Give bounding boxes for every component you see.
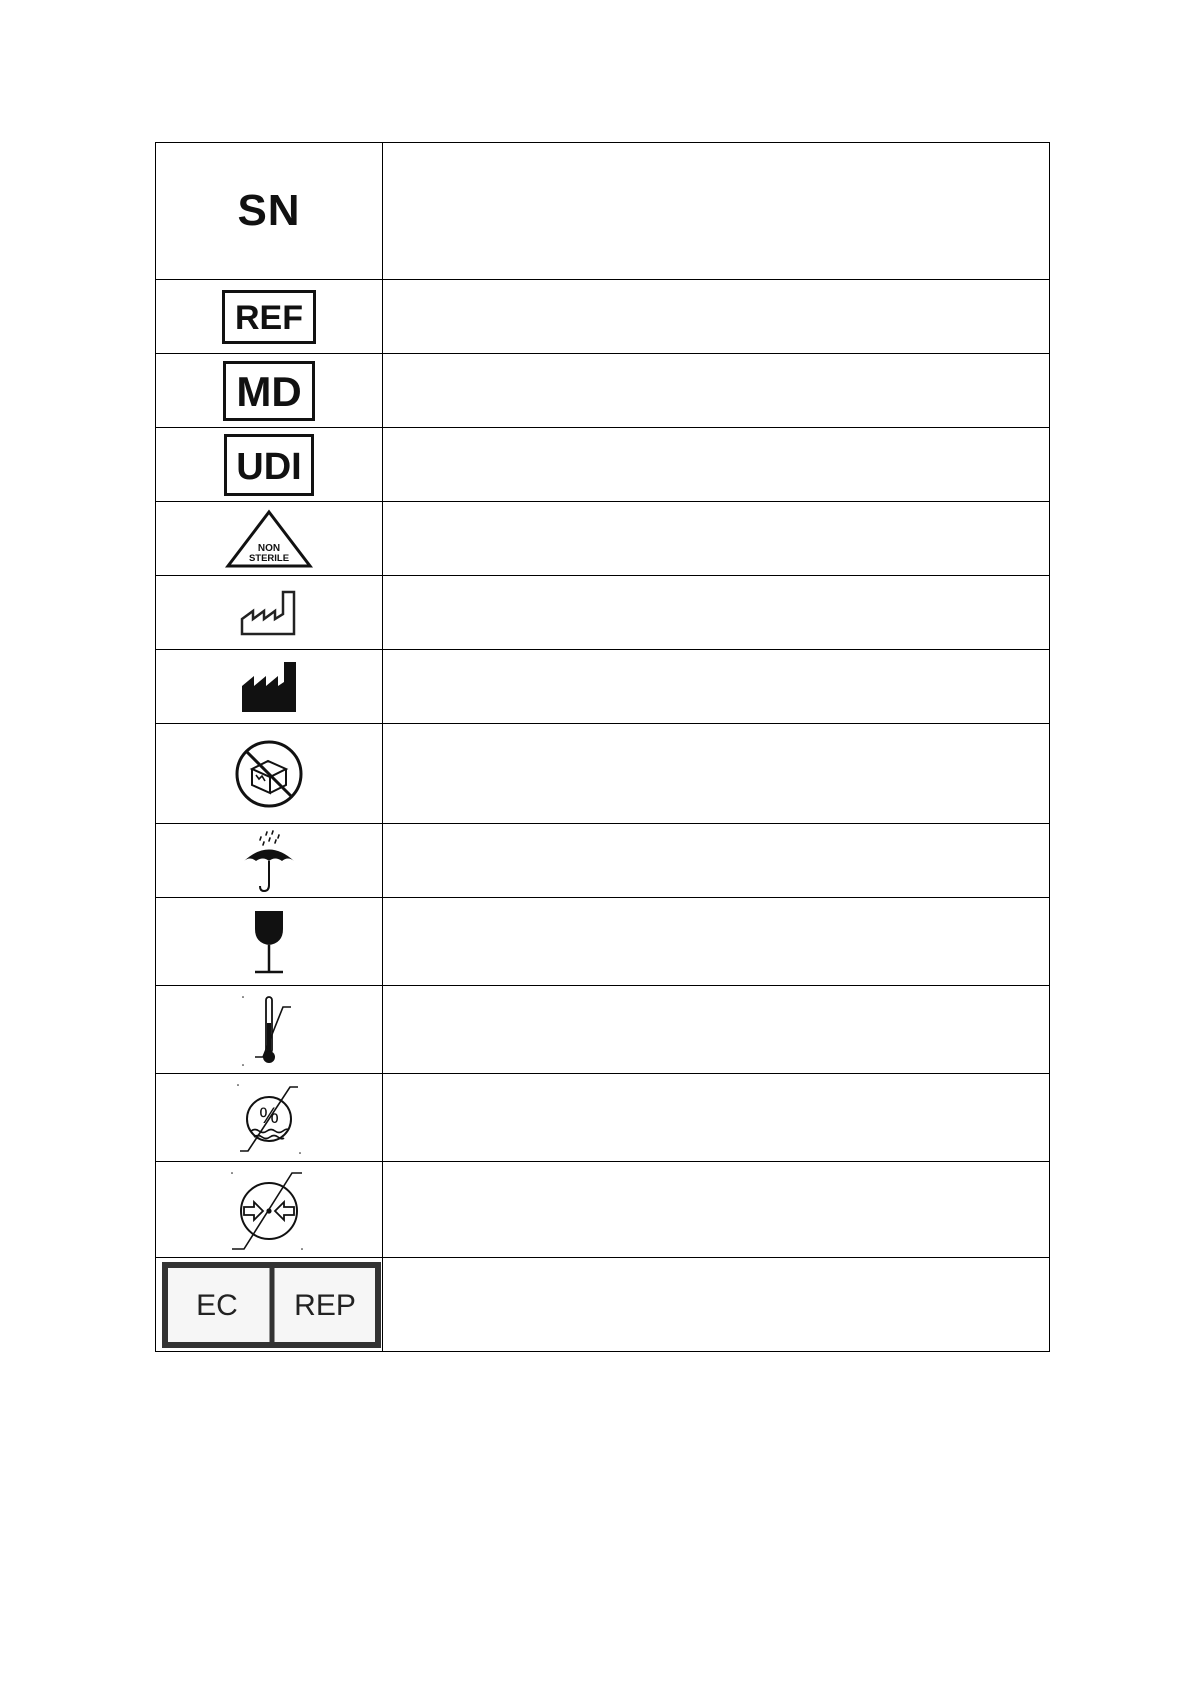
symbol-cell bbox=[156, 724, 383, 824]
symbol-cell bbox=[156, 1074, 383, 1162]
description-cell bbox=[383, 1162, 1050, 1258]
description-cell bbox=[383, 898, 1050, 986]
description-cell bbox=[383, 724, 1050, 824]
description-cell bbox=[383, 1258, 1050, 1352]
table-row bbox=[156, 1074, 1050, 1162]
rep-label: REP bbox=[293, 1288, 356, 1322]
symbol-cell bbox=[156, 502, 383, 576]
manufacturer-icon bbox=[240, 660, 298, 714]
description-cell bbox=[383, 280, 1050, 354]
table-row bbox=[156, 824, 1050, 898]
symbol-cell bbox=[156, 824, 383, 898]
udi-label: UDI bbox=[236, 445, 302, 488]
serial-number-icon: SN bbox=[237, 186, 301, 235]
symbol-cell bbox=[156, 986, 383, 1074]
fragile-glass-icon bbox=[249, 909, 289, 975]
table-row bbox=[156, 576, 1050, 650]
medical-device-icon bbox=[223, 361, 315, 421]
table-row bbox=[156, 898, 1050, 986]
table-row bbox=[156, 650, 1050, 724]
symbol-cell bbox=[156, 354, 383, 428]
description-cell bbox=[383, 1074, 1050, 1162]
description-cell bbox=[383, 354, 1050, 428]
symbol-cell bbox=[156, 280, 383, 354]
sterile-label: STERILE bbox=[248, 552, 290, 564]
description-cell bbox=[383, 428, 1050, 502]
symbol-cell bbox=[156, 143, 383, 280]
symbol-cell bbox=[156, 428, 383, 502]
symbol-cell bbox=[156, 898, 383, 986]
description-cell bbox=[383, 986, 1050, 1074]
table-row bbox=[156, 428, 1050, 502]
symbols-table bbox=[155, 142, 1050, 1352]
table-row bbox=[156, 986, 1050, 1074]
table-row bbox=[156, 724, 1050, 824]
ec-label: EC bbox=[195, 1288, 238, 1322]
authorized-representative-icon bbox=[157, 1259, 382, 1351]
humidity-limit-icon bbox=[236, 1081, 302, 1155]
table-row bbox=[156, 1162, 1050, 1258]
unique-device-identifier-icon bbox=[224, 434, 314, 496]
table-row bbox=[156, 280, 1050, 354]
description-cell bbox=[383, 502, 1050, 576]
do-not-use-if-package-damaged-icon bbox=[234, 739, 304, 809]
description-cell bbox=[383, 576, 1050, 650]
table-row bbox=[156, 502, 1050, 576]
table-row bbox=[156, 354, 1050, 428]
description-cell bbox=[383, 143, 1050, 280]
atmospheric-pressure-limit-icon bbox=[230, 1169, 308, 1251]
md-label: MD bbox=[236, 367, 302, 415]
catalogue-number-icon bbox=[222, 290, 316, 344]
date-of-manufacture-icon bbox=[239, 589, 299, 637]
non-sterile-icon bbox=[225, 509, 313, 569]
percent-label: % bbox=[259, 1102, 279, 1128]
symbol-cell bbox=[156, 650, 383, 724]
table-row bbox=[156, 1258, 1050, 1352]
symbol-cell bbox=[156, 1162, 383, 1258]
table-row bbox=[156, 143, 1050, 280]
temperature-limit-icon bbox=[241, 993, 297, 1067]
description-cell bbox=[383, 650, 1050, 724]
non-label: NON bbox=[257, 542, 281, 554]
description-cell bbox=[383, 824, 1050, 898]
symbol-cell bbox=[156, 1258, 383, 1352]
keep-dry-umbrella-icon bbox=[241, 828, 297, 894]
ref-label: REF bbox=[235, 298, 303, 337]
symbol-cell bbox=[156, 576, 383, 650]
